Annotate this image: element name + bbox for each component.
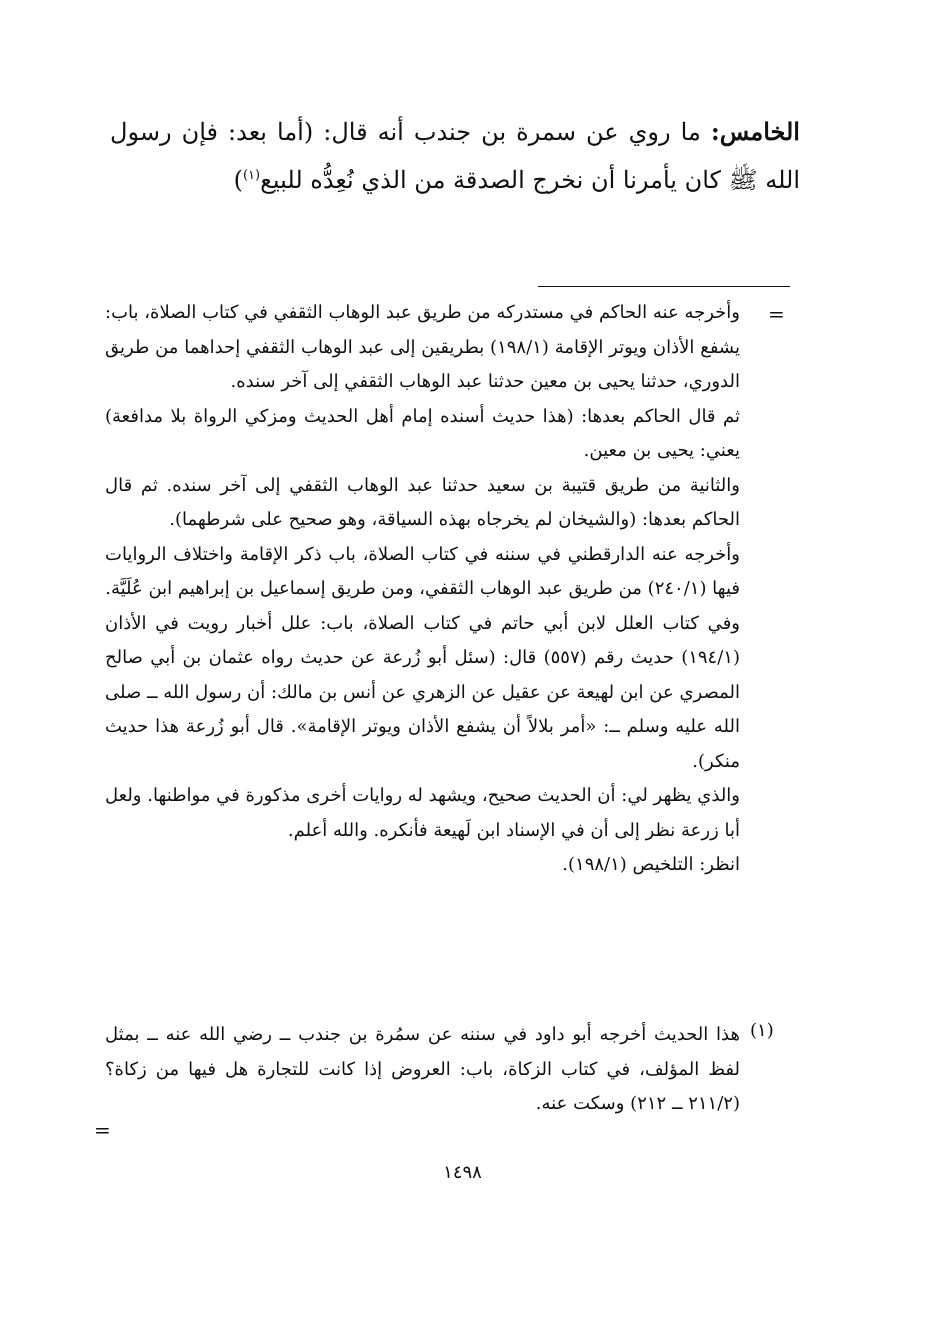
footnote-paragraph: وفي كتاب العلل لابن أبي حاتم في كتاب الصلاة، باب: علل أخبار رويت في الأذان (١٩٤/١) حديث رقم (٥٥٧) قال: (سئل أبو زُرعة عن حديث رواه عثمان بن أبي صالح المصري عن ابن لهيعة عن عقيل عن الزهري عن أنس بن مالك: أن رسول الله ــ صلى الله عليه وسلم ــ: «أمر بلالاً أن يشفع الأذان ويوتر الإقامة». قال أبو زُرعة هذا حديث منكر). — [105, 612, 740, 772]
footnote-1 — [105, 1018, 740, 1122]
page-number: ١٤٩٨ — [443, 1162, 482, 1183]
footnote-separator — [538, 286, 790, 287]
footnote-continuation — [105, 296, 740, 883]
footnote-number-1: (١) — [750, 1020, 774, 1041]
main-body-text: ما روي عن سمرة بن جندب أنه قال: (أما بعد: فإن رسول الله ﷺ كان يأمرنا أن نخرج الصدقة من الذي نُعِدُّه للبيع — [110, 118, 800, 194]
footnote-paragraph: ثم قال الحاكم بعدها: (هذا حديث أسنده إمام أهل الحديث ومزكي الرواة بلا مدافعة) يعني: يحيى بن معين. — [105, 405, 740, 461]
footnote-paragraph: والذي يظهر لي: أن الحديث صحيح، ويشهد له روايات أخرى مذكورة في مواطنها. ولعل أبا زرعة نظر إلى أن في الإسناد ابن لَهيعة فأنكره. والله أعلم. — [105, 785, 740, 841]
continuation-mark: = — [768, 302, 785, 326]
footnote-end-mark: = — [94, 1118, 111, 1142]
main-closing-paren: ) — [233, 166, 243, 194]
main-paragraph — [110, 110, 800, 202]
section-heading: الخامس: — [710, 117, 800, 146]
footnote-paragraph: وأخرجه عنه الحاكم في مستدركه من طريق عبد الوهاب الثقفي في كتاب الصلاة، باب: يشفع الأذان ويوتر الإقامة (١٩٨/١) بطريقين إلى عبد الوهاب الثقفي إحداهما من طريق الدوري، حدثنا يحيى بن معين حدثنا عبد الوهاب الثقفي إلى آخر سنده. — [105, 302, 740, 392]
footnote-paragraph: وأخرجه عنه الدارقطني في سننه في كتاب الصلاة، باب ذكر الإقامة واختلاف الروايات فيها (٢٤٠/١) من طريق عبد الوهاب الثقفي، ومن طريق إسماعيل بن إبراهيم ابن عُلَيَّة. — [105, 543, 740, 599]
footnote-paragraph: والثانية من طريق قتيبة بن سعيد حدثنا عبد الوهاب الثقفي إلى آخر سنده. ثم قال الحاكم بعدها: (والشيخان لم يخرجاه بهذه السياقة، وهو صحيح على شرطهما). — [105, 474, 740, 530]
footnote-ref-1[interactable]: (١) — [242, 168, 261, 183]
footnote-paragraph: انظر: التلخيص (١٩٨/١). — [562, 854, 740, 875]
footnote-1-text: هذا الحديث أخرجه أبو داود في سننه عن سمُرة بن جندب ــ رضي الله عنه ــ بمثل لفظ المؤلف، في كتاب الزكاة، باب: العروض إذا كانت للتجارة هل فيها من زكاة؟ (٢١١/٢ ــ ٢١٢) وسكت عنه. — [105, 1024, 740, 1114]
